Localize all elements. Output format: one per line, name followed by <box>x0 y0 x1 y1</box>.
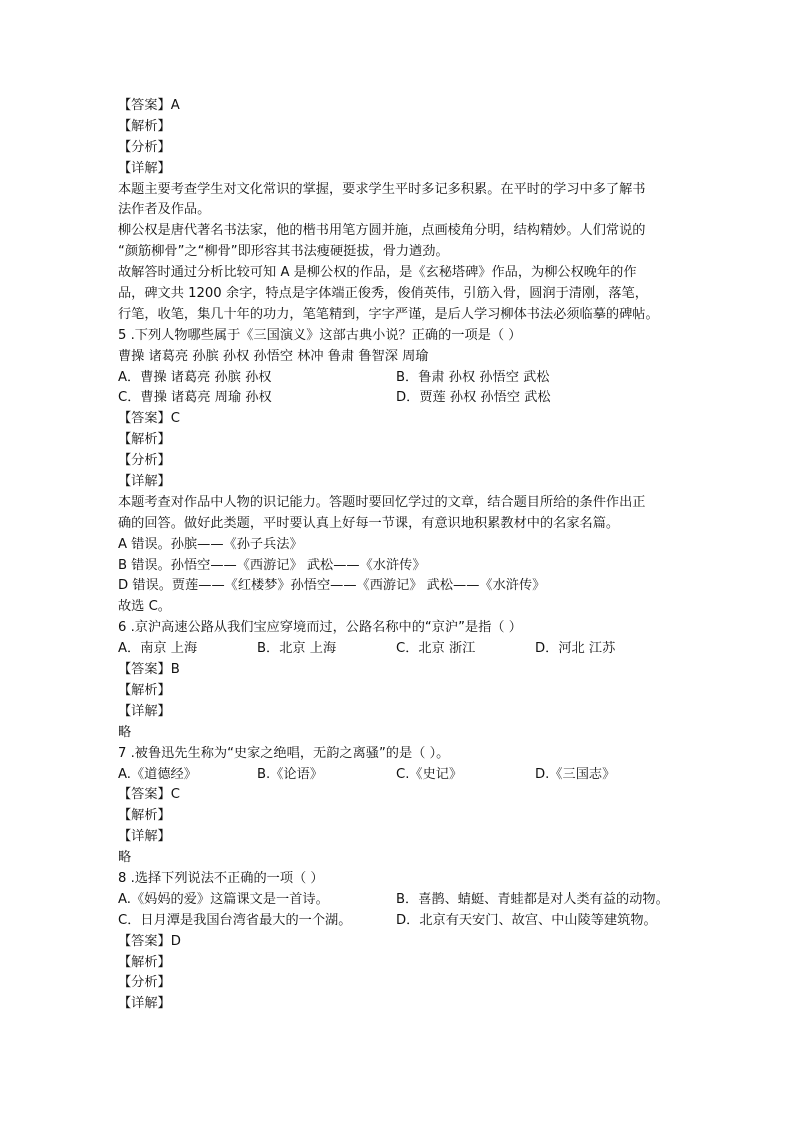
text-line: 【详解】 <box>118 996 171 1012</box>
text-line: 故解答时通过分析比较可知 A 是柳公权的作品，是《玄秘塔碑》作品，为柳公权晚年的作 <box>118 265 637 281</box>
text-line: 7 .被鲁迅先生称为“史家之绝唱，无韵之离骚”的是（ ）。 <box>118 745 450 761</box>
options-row <box>118 890 678 911</box>
text-line: 8 .选择下列说法不正确的一项（ ） <box>118 870 324 886</box>
option-item: B．北京 上海 <box>257 641 337 657</box>
option-item: A．南京 上海 <box>118 641 198 657</box>
option-item: A.《道德经》 <box>118 766 197 782</box>
text-line: 【答案】C <box>118 787 180 803</box>
text-line: “颜筋柳骨”之“柳骨”即形容其书法瘦硬挺拔，骨力遒劲。 <box>118 244 449 260</box>
option-item: C．北京 浙江 <box>396 641 476 657</box>
text-line: 【分析】 <box>118 975 171 991</box>
text-line: 【解析】 <box>118 118 171 134</box>
text-line: 确的回答。做好此类题，平时要认真上好每一节课，有意识地积累教材中的名家名篇。 <box>118 515 620 531</box>
options-row <box>118 368 678 389</box>
text-line: 【分析】 <box>118 453 171 469</box>
text-line: 【详解】 <box>118 703 171 719</box>
option-item: B.《论语》 <box>257 766 323 782</box>
text-line: 【答案】B <box>118 662 180 678</box>
options-row <box>118 639 678 660</box>
text-line: D 错误。贾莲——《红楼梦》孙悟空——《西游记》 武松——《水浒传》 <box>118 578 546 594</box>
text-line: 略 <box>118 850 132 866</box>
option-item: D．北京有天安门、故宫、中山陵等建筑物。 <box>396 912 657 928</box>
text-line: 故选 C。 <box>118 599 171 615</box>
text-line: 【详解】 <box>118 829 171 845</box>
options-row <box>118 765 678 786</box>
text-line: 【答案】A <box>118 98 180 113</box>
text-line: 6 .京沪高速公路从我们宝应穿境而过，公路名称中的“京沪”是指（ ） <box>118 620 522 636</box>
option-item: D．贾莲 孙权 孙悟空 武松 <box>396 390 551 406</box>
text-line: 【解析】 <box>118 432 171 448</box>
text-line: A 错误。孙膑——《孙子兵法》 <box>118 536 303 552</box>
text-line: 本题考查对作品中人物的识记能力。答题时要回忆学过的文章，结合题目所给的条件作出正 <box>118 494 646 510</box>
document-page <box>118 96 678 1015</box>
text-line: 略 <box>118 724 132 740</box>
option-item: C.《史记》 <box>396 766 463 782</box>
text-line: 本题主要考查学生对文化常识的掌握，要求学生平时多记多积累。在平时的学习中多了解书 <box>118 181 646 197</box>
text-line: 行笔，收笔，集几十年的功力，笔笔精到，字字严谨，是后人学习柳体书法必须临摹的碑帖。 <box>118 306 659 322</box>
option-item: D．河北 江苏 <box>535 641 616 657</box>
text-line: 品，碑文共 1200 余字，特点是字体端正俊秀，俊俏英伟，引筋入骨，圆润于清刚，落笔， <box>118 286 648 302</box>
text-line: 法作者及作品。 <box>118 202 211 218</box>
text-line: 【解析】 <box>118 808 171 824</box>
option-item: B．喜鹊、蜻蜓、青蛙都是对人类有益的动物。 <box>396 891 669 907</box>
text-line: 柳公权是唐代著名书法家，他的楷书用笔方圆并施，点画棱角分明，结构精妙。人们常说的 <box>118 223 646 239</box>
option-item: C．日月潭是我国台湾省最大的一个湖。 <box>118 912 352 928</box>
text-line: 【答案】C <box>118 411 180 427</box>
option-item: C．曹操 诸葛亮 周瑜 孙权 <box>118 390 272 406</box>
option-item: A.《妈妈的爱》这篇课文是一首诗。 <box>118 891 329 907</box>
text-line: 【解析】 <box>118 682 171 698</box>
options-row <box>118 911 678 932</box>
options-row <box>118 388 678 409</box>
text-line: 【解析】 <box>118 954 171 970</box>
text-line: 【详解】 <box>118 474 171 490</box>
option-item: B．鲁肃 孙权 孙悟空 武松 <box>396 369 550 385</box>
text-line: B 错误。孙悟空——《西游记》 武松——《水浒传》 <box>118 557 426 573</box>
option-item: D.《三国志》 <box>535 766 616 782</box>
text-line: 【分析】 <box>118 139 171 155</box>
text-line: 【答案】D <box>118 933 181 949</box>
option-item: A．曹操 诸葛亮 孙膑 孙权 <box>118 369 272 385</box>
text-line: 曹操 诸葛亮 孙膑 孙权 孙悟空 林冲 鲁肃 鲁智深 周瑜 <box>118 348 429 364</box>
text-line: 【详解】 <box>118 160 171 176</box>
text-line: 5 .下列人物哪些属于《三国演义》这部古典小说？正确的一项是（ ） <box>118 327 522 343</box>
